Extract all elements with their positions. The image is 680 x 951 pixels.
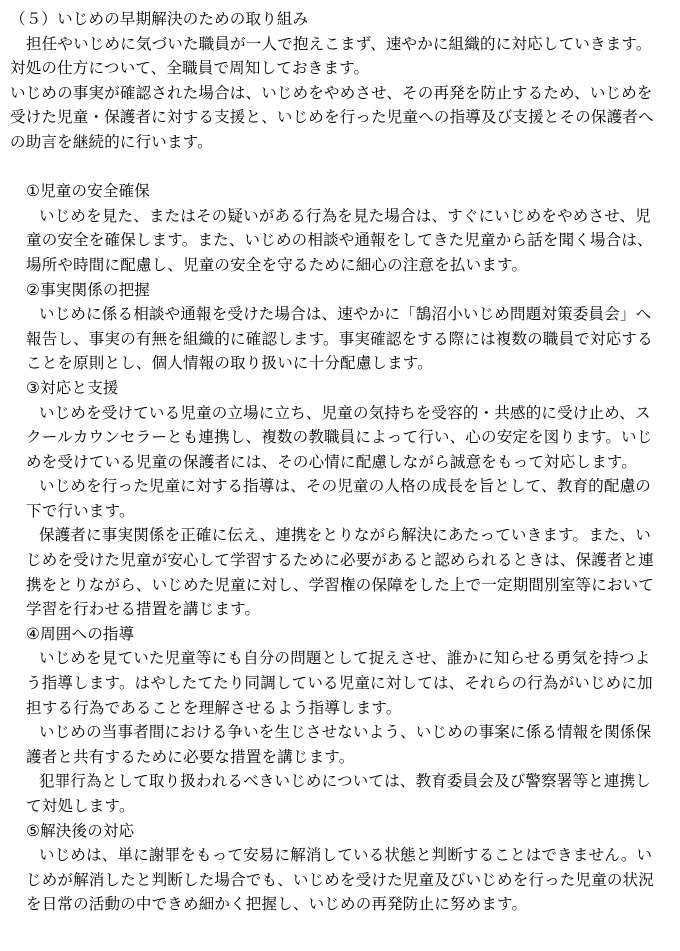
intro-line: いじめの事実が確認された場合は、いじめをやめさせ、その再発を防止するため、いじめを [10, 83, 653, 102]
paragraph-line: じめが解消したと判断した場合でも、いじめを受けた児童及びいじめを行った児童の状況 [26, 870, 655, 889]
paragraph-line: いじめは、単に謝罪をもって安易に解消している状態と判断することはできません。い [39, 846, 653, 865]
paragraph-line: を日常の活動の中できめ細かく把握し、いじめの再発防止に努めます。 [26, 895, 528, 914]
subsection-title: ⑤解決後の対応 [26, 821, 135, 840]
section-heading: （５）いじめの早期解決のための取り組み [10, 10, 309, 28]
paragraph-line: 保護者に事実関係を正確に伝え、連携をとりながら解決にあたっていきます。また、い [39, 526, 651, 545]
paragraph-line: クールカウンセラーとも連携し、複数の教職員によって行い、心の安定を図ります。いじ [26, 428, 653, 447]
paragraph-line: 報告し、事実の有無を組織的に確認します。事実確認をする際には複数の職員で対応する [26, 329, 653, 348]
paragraph-line: めを受けている児童の保護者には、その心情に配慮しながら誠意をもって対応します。 [26, 452, 638, 471]
paragraph-line: ことを原則とし、個人情報の取り扱いに十分配慮します。 [26, 354, 433, 373]
paragraph-line: いじめを見ていた児童等にも自分の問題として捉えさせ、誰かに知らせる勇気を持つよ [39, 649, 651, 668]
paragraph-line: いじめに係る相談や通報を受けた場合は、速やかに「鵠沼小いじめ問題対策委員会」へ [39, 305, 652, 324]
paragraph-line: いじめを見た、またはその疑いがある行為を見た場合は、すぐにいじめをやめさせ、児 [39, 206, 651, 225]
paragraph-line: いじめを受けている児童の立場に立ち、児童の気持ちを受容的・共感的に受け止め、ス [39, 403, 651, 422]
subsection-title: ④周囲への指導 [26, 624, 135, 643]
blank-spacer [10, 155, 670, 180]
intro-line: 受けた児童・保護者に対する支援と、いじめを行った児童への指導及び支援とその保護者へ [10, 108, 654, 127]
paragraph-line: 下で行います。 [26, 501, 135, 520]
paragraph-line: じめを受けた児童が安心して学習するために必要があると認められるときは、保護者と連 [26, 551, 655, 570]
intro-line: 対処の仕方について、全職員で周知しておきます。 [10, 59, 370, 78]
intro-line: の助言を継続的に行います。 [10, 132, 213, 151]
paragraph-line: いじめを行った児童に対する指導は、その児童の人格の成長を旨として、教育的配慮の [39, 477, 651, 496]
paragraph-line: て対処します。 [26, 797, 135, 815]
paragraph-line: 学習を行わせる措置を講じます。 [26, 600, 261, 619]
subsection-title: ①児童の安全確保 [26, 182, 150, 201]
paragraph-line: 担する行為であることを理解させるよう指導します。 [26, 698, 402, 717]
paragraph-line: う指導します。はやしたてたり同調している児童に対しては、それらの行為がいじめに加 [26, 674, 653, 693]
subsection-title: ③対応と支援 [26, 378, 119, 397]
paragraph-line: 犯罪行為として取り扱われるべきいじめについては、教育委員会及び警察署等と連携し [39, 772, 651, 791]
paragraph-line: 携をとりながら、いじめた児童に対し、学習権の保障をした上で一定期間別室等において [26, 575, 655, 594]
paragraph-line: いじめの当事者間における争いを生じさせないよう、いじめの事案に係る情報を関係保 [39, 723, 652, 742]
intro-line: 担任やいじめに気づいた職員が一人で抱えこまず、速やかに組織的に対応していきます。 [26, 34, 652, 53]
subsection-title: ②事実関係の把握 [26, 280, 150, 299]
paragraph-line: 護者と共有するために必要な措置を講じます。 [26, 747, 355, 766]
paragraph-line: 童の安全を確保します。また、いじめの相談や通報をしてきた児童から話を聞く場合は、 [26, 231, 653, 250]
paragraph-line: 場所や時間に配慮し、児童の安全を守るために細心の注意を払います。 [26, 255, 528, 274]
